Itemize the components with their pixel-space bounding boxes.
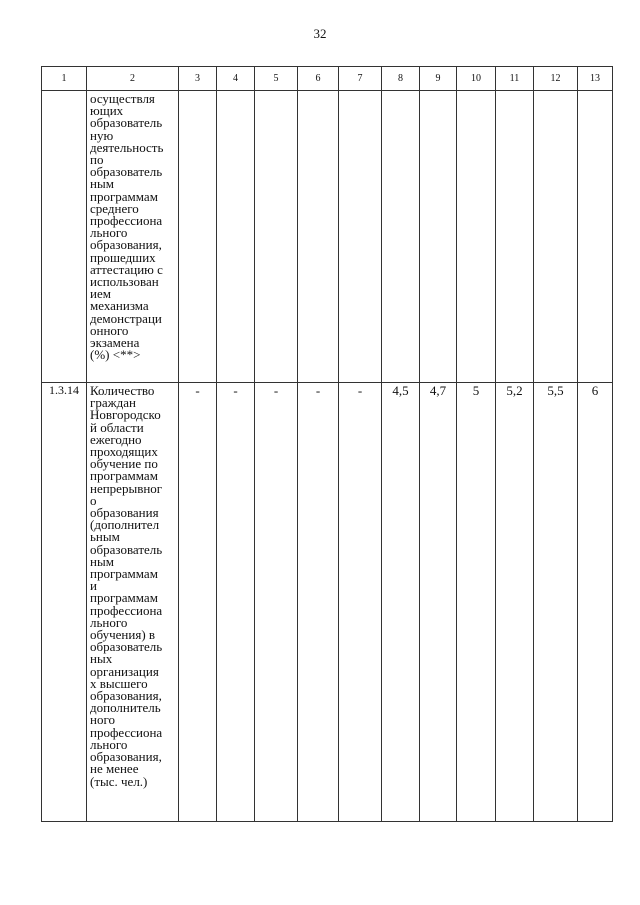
value-cell: -	[217, 383, 255, 822]
column-header: 1	[42, 67, 87, 91]
value-cell: 6	[578, 383, 613, 822]
row-description-cell	[87, 383, 179, 822]
page-number: 32	[313, 26, 327, 41]
value-cell: -	[179, 383, 217, 822]
value-cell	[496, 91, 534, 383]
column-header: 13	[578, 67, 613, 91]
value-cell	[420, 91, 457, 383]
row-id	[42, 91, 87, 383]
column-header: 7	[339, 67, 382, 91]
table-row	[42, 91, 613, 383]
column-header: 12	[534, 67, 578, 91]
value-cell	[339, 91, 382, 383]
value-cell: 5,5	[534, 383, 578, 822]
column-header: 11	[496, 67, 534, 91]
value-cell	[255, 91, 298, 383]
column-header: 2	[87, 67, 179, 91]
value-cell	[457, 91, 496, 383]
value-cell	[534, 91, 578, 383]
row-description: осуществля ющих образователь ную деятельность по образователь ным программам среднего профессиона льного образования, прошедших аттестацию с использован ием механизма демонстраци онного экзамена (%) <**>	[90, 91, 164, 363]
column-header: 8	[382, 67, 420, 91]
column-header: 9	[420, 67, 457, 91]
row-description: Количество граждан Новгородско й области ежегодно проходящих обучение по программам непрерывног о образования (дополнител ьным образователь ным программам и программам профессиона льного обучения) в образователь ных организация х высшего образования, дополнитель ного профессиона льного образования, не менее (тыс. чел.)	[90, 383, 163, 789]
row-id: 1.3.14	[42, 383, 87, 822]
value-cell: 4,7	[420, 383, 457, 822]
value-cell	[382, 91, 420, 383]
value-cell: 4,5	[382, 383, 420, 822]
row-description-cell	[87, 91, 179, 383]
value-cell	[578, 91, 613, 383]
value-cell	[179, 91, 217, 383]
column-header: 3	[179, 67, 217, 91]
indicator-table	[41, 66, 613, 822]
value-cell: 5	[457, 383, 496, 822]
column-header: 6	[298, 67, 339, 91]
value-cell	[217, 91, 255, 383]
column-header-row	[42, 67, 613, 91]
value-cell	[298, 91, 339, 383]
table-row	[42, 383, 613, 822]
value-cell: -	[255, 383, 298, 822]
column-header: 10	[457, 67, 496, 91]
value-cell: -	[339, 383, 382, 822]
value-cell: -	[298, 383, 339, 822]
value-cell: 5,2	[496, 383, 534, 822]
column-header: 5	[255, 67, 298, 91]
column-header: 4	[217, 67, 255, 91]
